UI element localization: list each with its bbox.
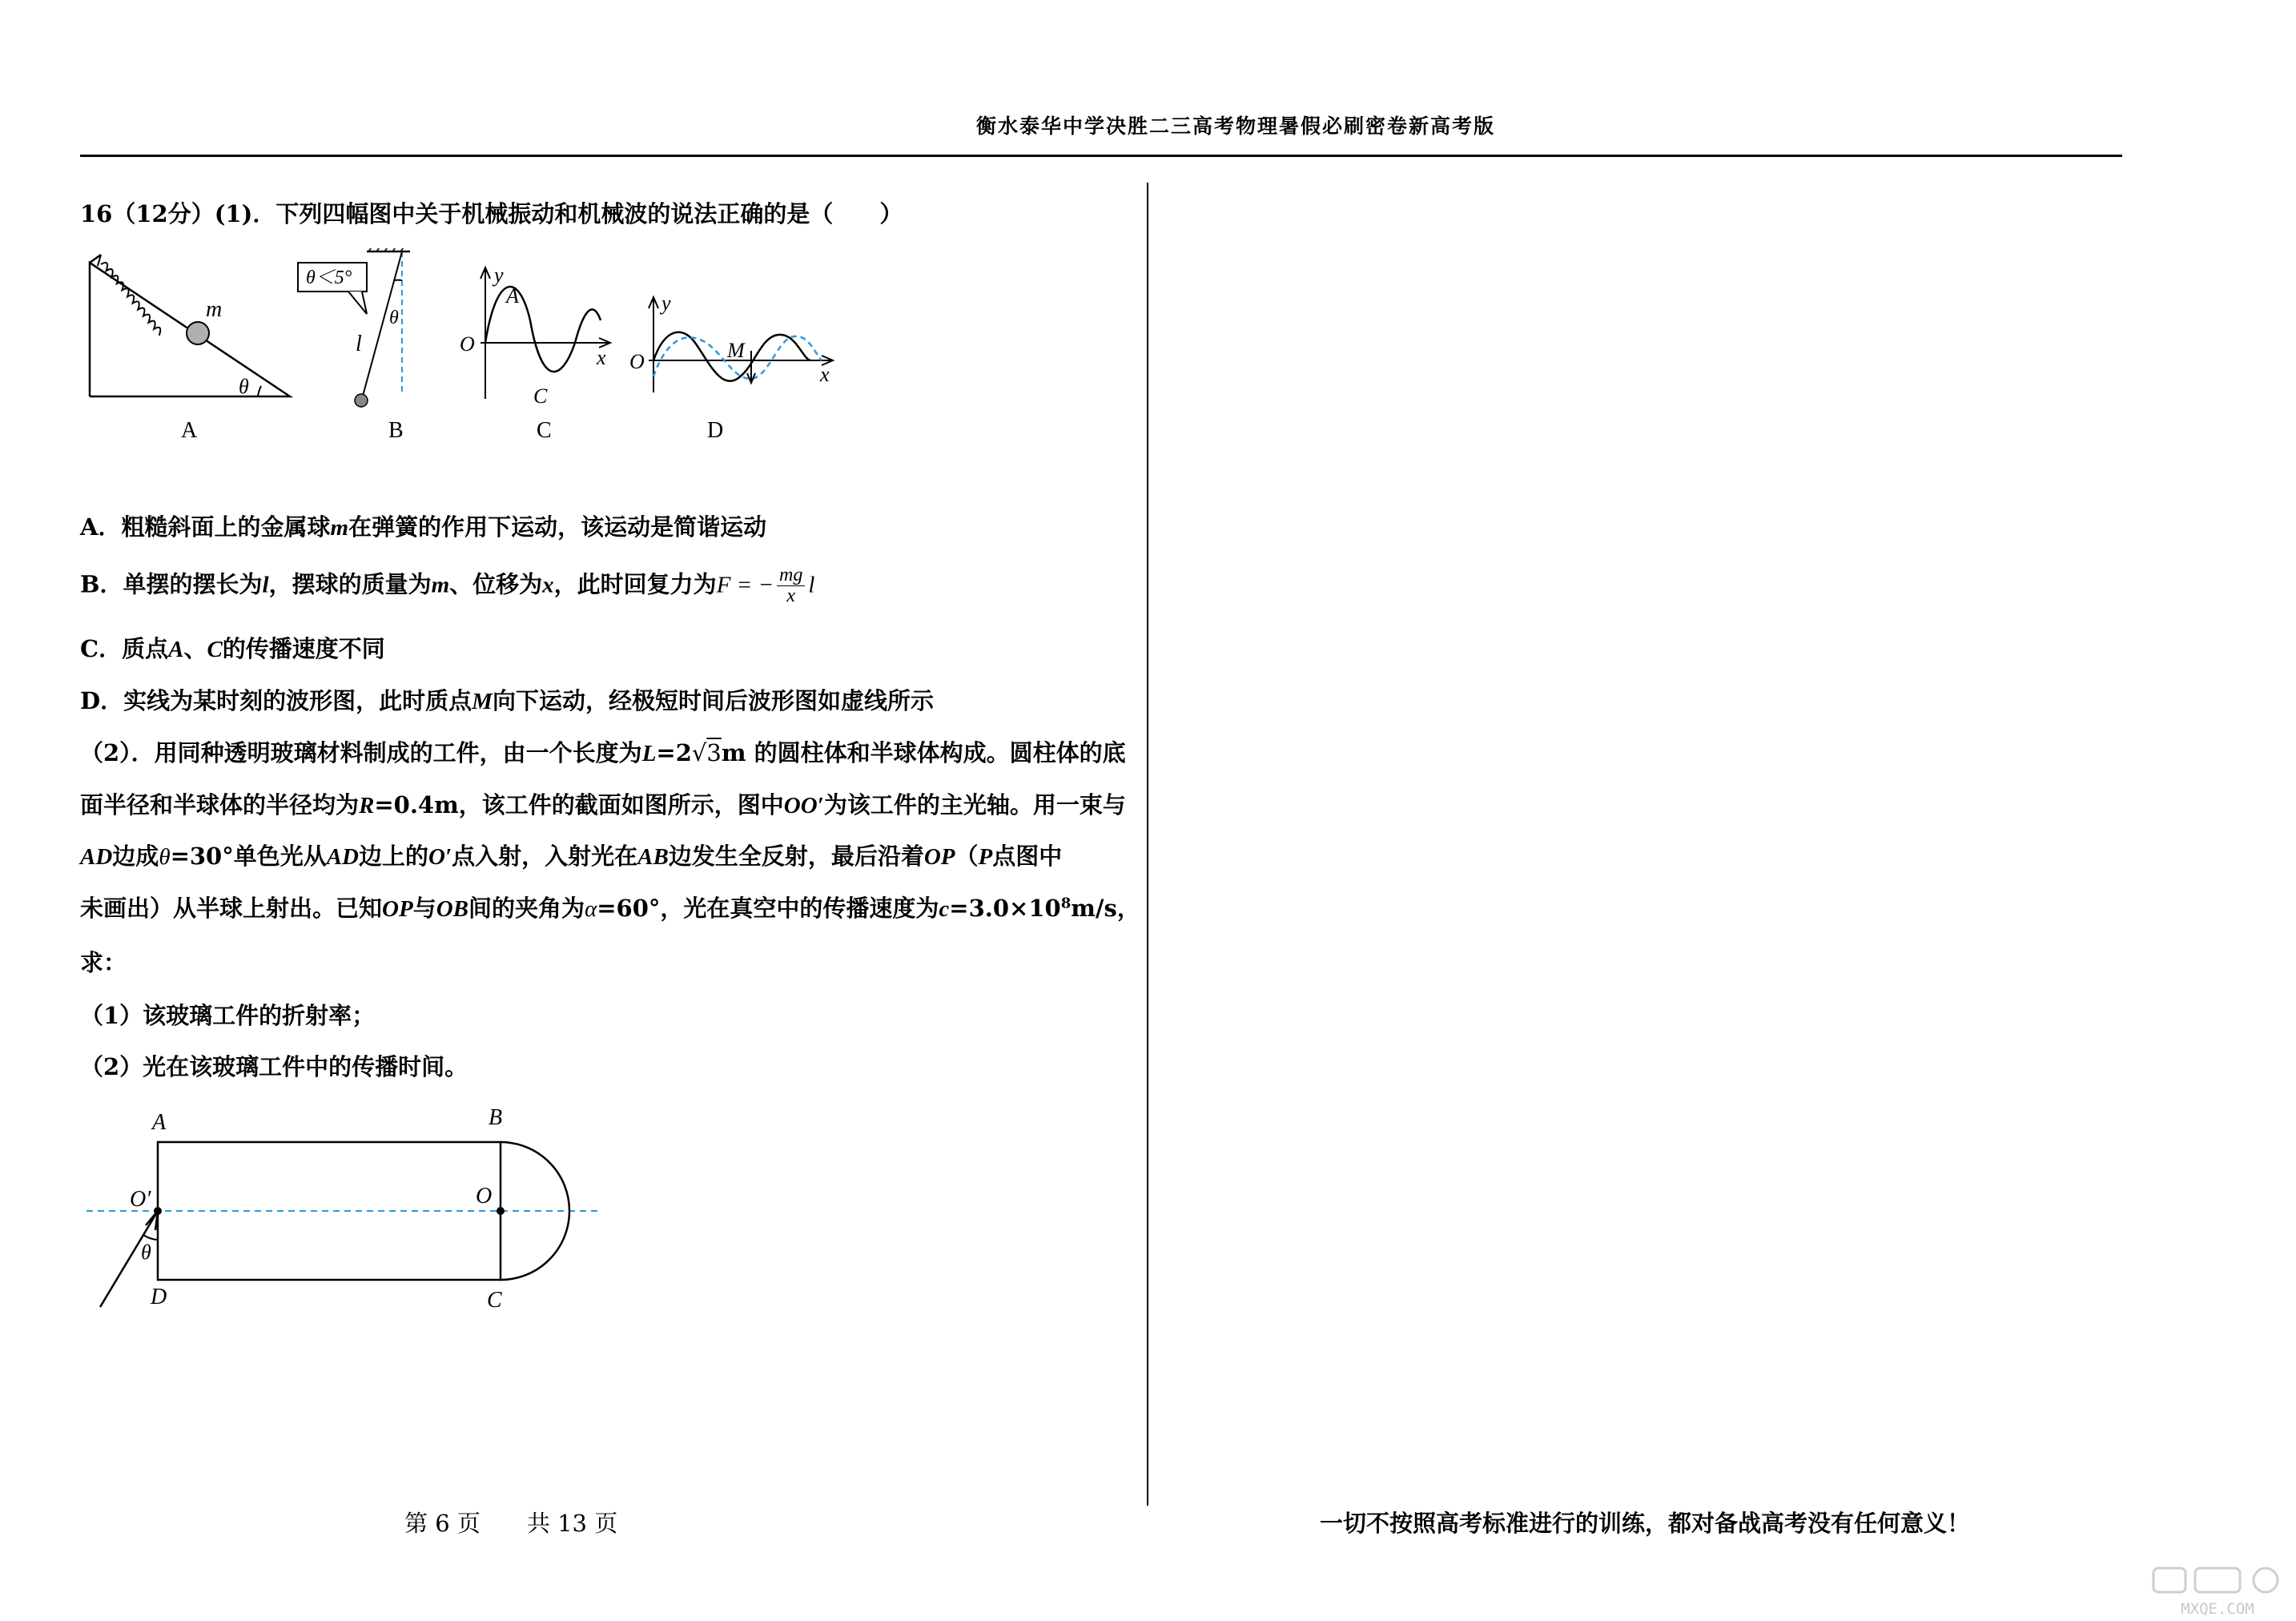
part2-line-3: AD边成θ=30°单色光从AD边上的O′点入射，入射光在AB边发生全反射，最后沿着OP（P点图中 bbox=[80, 843, 1063, 870]
part2-question-2: （2）光在该玻璃工件中的传播时间。 bbox=[80, 1053, 468, 1080]
figure-c bbox=[460, 263, 610, 408]
part2-line-1: （2）．用同种透明玻璃材料制成的工件，由一个长度为L=2√3m 的圆柱体和半球体构成。圆柱体的底 bbox=[80, 739, 1126, 766]
fig2-label-c: C bbox=[487, 1288, 502, 1313]
figure-label-d: D bbox=[707, 418, 724, 443]
fig2-label-o: O bbox=[476, 1184, 493, 1209]
page-number: 第 6 页 共 13 页 bbox=[404, 1510, 618, 1537]
figure-glass-workpiece bbox=[80, 1097, 625, 1337]
fig-c-y: y bbox=[494, 263, 504, 287]
header-rule bbox=[80, 155, 2122, 157]
fig-b-theta: θ bbox=[389, 308, 399, 328]
fig-c-x: x bbox=[597, 346, 606, 369]
fig2-label-a: A bbox=[152, 1110, 167, 1135]
fig2-label-o1: O′ bbox=[130, 1187, 151, 1212]
watermark bbox=[2145, 1565, 2290, 1616]
fig-d-o: O bbox=[629, 350, 645, 373]
fig-b-angle-note: θ＜5° bbox=[306, 267, 352, 288]
fig-d-x: x bbox=[820, 363, 830, 386]
figure-d bbox=[629, 292, 833, 392]
figure-row-abcd bbox=[80, 248, 865, 457]
watermark-text: MXQE.COM bbox=[2181, 1600, 2254, 1618]
part2-line-5: 求： bbox=[80, 949, 127, 976]
part2-question-1: （1）该玻璃工件的折射率； bbox=[80, 1002, 376, 1029]
fig-d-m: M bbox=[727, 339, 745, 362]
restoring-force-fraction: $\frac{mg}{x}$ bbox=[777, 565, 805, 606]
watermark-logo-icon bbox=[2145, 1565, 2290, 1597]
option-c: C．质点A、C的传播速度不同 bbox=[80, 635, 385, 662]
fig-a-theta: θ bbox=[239, 375, 249, 398]
column-divider bbox=[1147, 183, 1148, 1506]
fig-c-o: O bbox=[460, 332, 475, 356]
figure-label-a: A bbox=[181, 418, 198, 443]
page-header-title: 衡水泰华中学决胜二三高考物理暑假必刷密卷新高考版 bbox=[976, 115, 1496, 138]
figure-label-c: C bbox=[537, 418, 552, 443]
fig2-label-d: D bbox=[151, 1285, 167, 1309]
fig-a-m: m bbox=[206, 297, 223, 322]
ball-icon bbox=[187, 322, 209, 344]
figure-b bbox=[298, 248, 410, 407]
fig-c-a: A bbox=[506, 284, 519, 308]
fig2-label-b: B bbox=[489, 1105, 503, 1130]
option-d: D．实线为某时刻的波形图，此时质点M向下运动，经极短时间后波形图如虚线所示 bbox=[80, 687, 934, 714]
figure-a bbox=[86, 255, 290, 398]
fig2-label-theta: θ bbox=[141, 1241, 151, 1264]
option-b: B．单摆的摆长为l，摆球的质量为m、位移为x，此时回复力为F = − $\frac{mg}{x}$ l bbox=[80, 565, 815, 607]
question-16-stem: 16（12分）(1)．下列四幅图中关于机械振动和机械波的说法正确的是（ ） bbox=[80, 200, 903, 227]
fig-b-l: l bbox=[356, 332, 362, 356]
fig-c-c: C bbox=[533, 384, 548, 408]
footer-slogan: 一切不按照高考标准进行的训练，都对备战高考没有任何意义！ bbox=[1320, 1510, 1971, 1537]
restoring-force-lhs: F = − bbox=[716, 572, 774, 598]
part2-line-2: 面半径和半球体的半径均为R=0.4m，该工件的截面如图所示，图中OO′为该工件的主光轴。用一束与 bbox=[80, 791, 1126, 819]
option-a: A．粗糙斜面上的金属球m在弹簧的作用下运动，该运动是简谐运动 bbox=[80, 513, 767, 541]
part2-line-4: 未画出）从半球上射出。已知OP与OB间的夹角为α=60°，光在真空中的传播速度为$c=3.0\times 10^8m/s$， bbox=[80, 895, 1140, 922]
figure-label-b: B bbox=[388, 418, 404, 443]
fig-d-y: y bbox=[661, 292, 671, 315]
